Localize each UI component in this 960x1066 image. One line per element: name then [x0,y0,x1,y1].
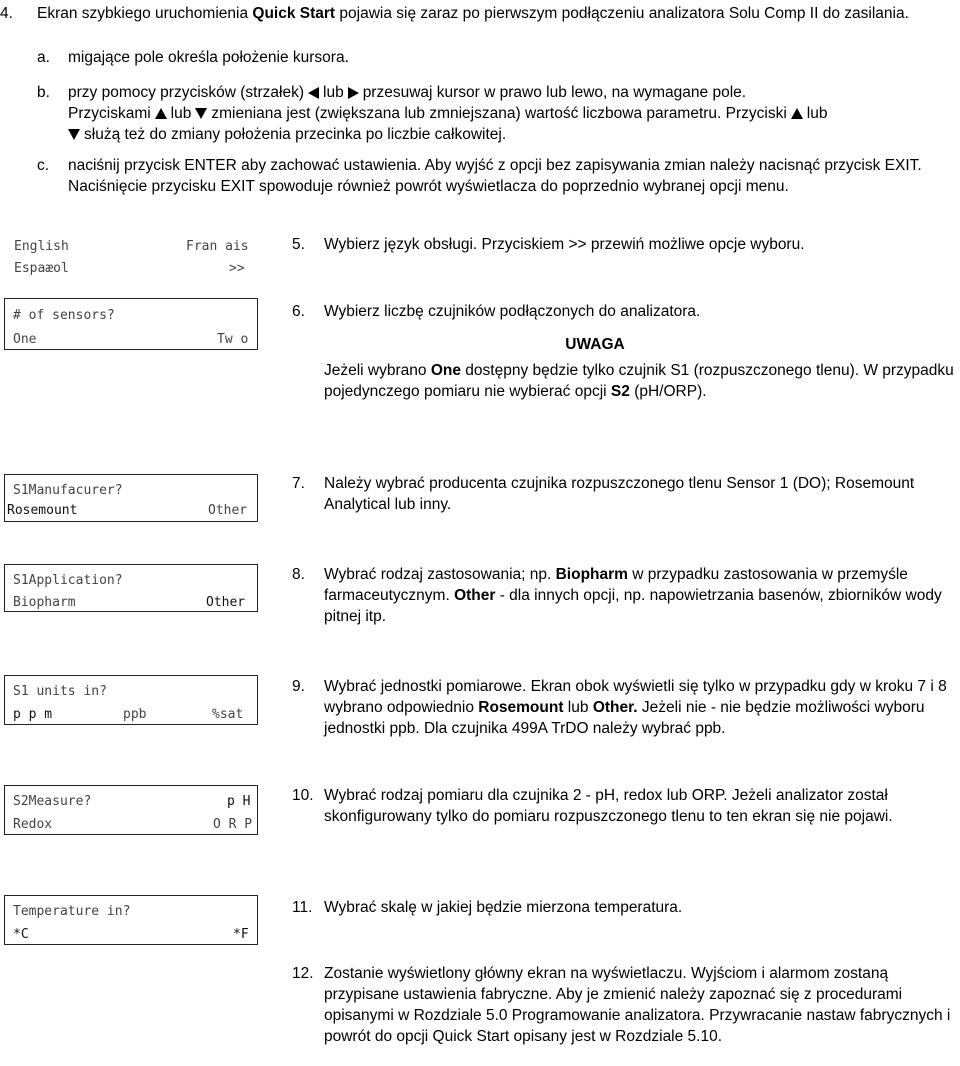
step-5-number: 5. [292,236,305,253]
step-8-number: 8. [292,566,305,583]
lcd-line1-right: p H [227,794,251,809]
lcd-line1-left: S1 units in? [13,684,107,699]
step-12-number: 12. [292,965,314,982]
step-11-text: Wybrać skalę w jakiej będzie mierzona temperatura. [324,899,683,916]
right-arrow-icon [348,87,359,99]
lcd-line2-mid: ppb [123,707,147,722]
lcd-line2-left: p p m [13,707,53,722]
lcd-line1-left: S1Manufacurer? [13,483,123,498]
sub-b-label: b. [37,84,50,101]
down-arrow-icon [68,129,80,140]
up-arrow-icon [791,108,803,119]
sub-b-text: przy pomocy przycisków (strzałek) lub przesuwaj kursor w prawo lub lewo, na wymagane pole. Przyciskami lub zmieniana jest (zwiększana lub zmniejszana) wartość liczbowa parametru. Przyciski lub służą też do zmiany położenia przecinka po liczbie całkowitej. [68,84,828,143]
step-11-number: 11. [292,899,313,916]
lcd-temperature [4,895,258,945]
step-4-number: 4. [0,5,13,22]
step-10-number: 10. [292,787,314,804]
lcd-line2-right: Tw o [217,332,249,347]
step-7-number: 7. [292,475,305,492]
lcd-line2-left: Rosemount [7,503,78,518]
lcd-line1-left: Temperature in? [13,904,131,919]
sub-a-text: migające pole określa położenie kursora. [68,49,349,66]
lcd-manufacturer [4,474,258,522]
sub-a-label: a. [37,49,50,66]
step-12-text: Zostanie wyświetlony główny ekran na wyświetlaczu. Wyjściom i alarmom zostaną przypisane ustawienia fabryczne. Aby je zmienić należy zapoznać się z procedurami opisanymi w Rozdziale 5.0 Programowanie analizatora. Przywracanie nastaw fabrycznych i powrót do opcji Quick Start opisany jest w Rozdziale 5.10. [324,965,951,1045]
step-7-text: Należy wybrać producenta czujnika rozpuszczonego tlenu Sensor 1 (DO); Rosemount Analytical lub inny. [324,475,915,513]
lcd-line1-left: S1Application? [13,573,123,588]
lcd-line1-right: Fran ais [186,239,249,254]
sub-c-label: c. [37,157,50,174]
up-arrow-icon [155,108,167,119]
lcd-line2-right: Other [206,595,246,610]
lcd-line2-right: >> [229,261,245,276]
lcd-line2-left: One [13,332,37,347]
note-text: Jeżeli wybrano One dostępny będzie tylko czujnik S1 (rozpuszczonego tlenu). W przypadku pojedynczego pomiaru nie wybierać opcji S2 (pH/ORP). [324,362,954,400]
note-title: UWAGA [565,336,625,353]
lcd-s2-measure [4,785,258,835]
step-6-number: 6. [292,303,305,320]
lcd-line1-left: S2Measure? [13,794,92,809]
left-arrow-icon [308,87,319,99]
step-8-text: Wybrać rodzaj zastosowania; np. Biopharm w przypadku zastosowania w przemyśle farmaceutycznym. Other - dla innych opcji, np. napowietrzania basenów, zbiorników wody pitnej itp. [324,566,942,625]
step-6-text: Wybierz liczbę czujników podłączonych do analizatora. [324,303,701,320]
lcd-line2-right: O R P [213,817,253,832]
lcd-application [4,564,258,612]
step-4-text: Ekran szybkiego uruchomienia Quick Start pojawia się zaraz po pierwszym podłączeniu analizatora Solu Comp II do zasilania. [37,5,909,22]
lcd-line1-left: English [14,239,69,254]
lcd-line2-right: Other [208,503,248,518]
lcd-line2-left: Redox [13,817,53,832]
sub-c-text: naciśnij przycisk ENTER aby zachować ustawienia. Aby wyjść z opcji bez zapisywania zmian należy nacisnąć przycisk EXIT. Naciśnięcie przycisku EXIT spowoduje również powrót wyświetlacza do poprzednio wybranej opcji menu. [68,157,922,195]
step-10-text: Wybrać rodzaj pomiaru dla czujnika 2 - pH, redox lub ORP. Jeżeli analizator został skonfigurowany tylko do pomiaru rozpuszczonego tlenu to ten ekran się nie pojawi. [324,787,893,825]
lcd-line2-left: Biopharm [13,595,76,610]
step-9-number: 9. [292,678,305,695]
lcd-language [4,230,258,280]
lcd-line1-left: # of sensors? [13,308,115,323]
lcd-units [4,675,258,725]
lcd-line2-right: *F [233,927,249,942]
down-arrow-icon [195,108,207,119]
lcd-line2-right: %sat [212,707,244,722]
step-9-text: Wybrać jednostki pomiarowe. Ekran obok wyświetli się tylko w przypadku gdy w kroku 7 i 8 wybrano odpowiednio Rosemount lub Other. Jeżeli nie - nie będzie możliwości wyboru jednostki ppb. Dla czujnika 499A TrDO należy wybrać ppb. [324,678,947,737]
lcd-line2-left: *C [13,927,29,942]
lcd-line2-left: Espaæol [14,261,69,276]
lcd-sensors [4,298,258,350]
step-5-text: Wybierz język obsługi. Przyciskiem >> przewiń możliwe opcje wyboru. [324,236,805,253]
